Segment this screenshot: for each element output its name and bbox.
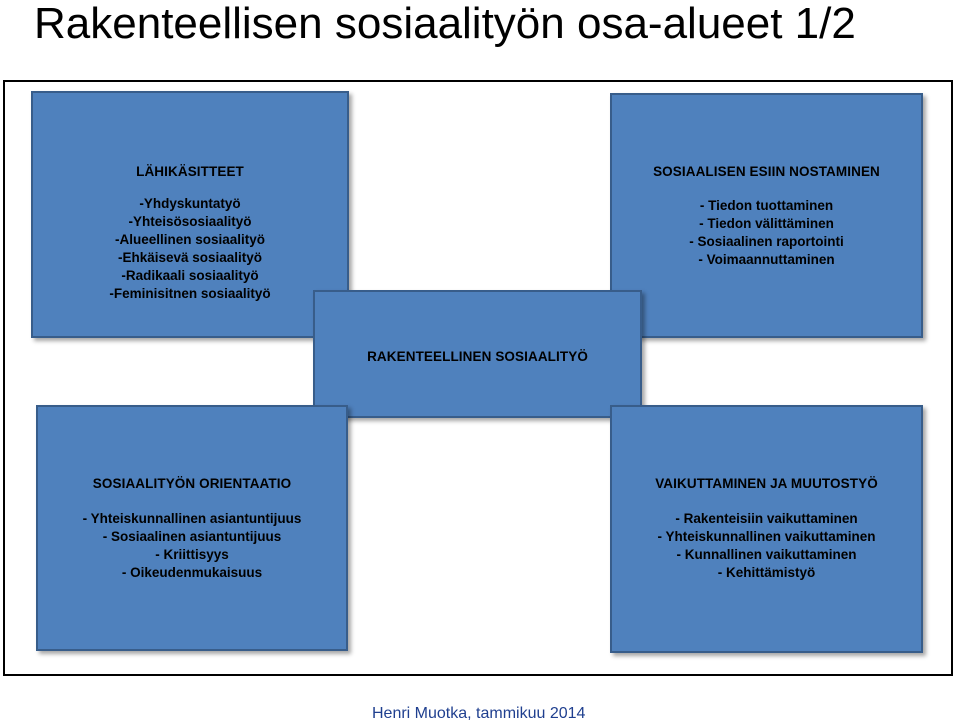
list-item: -Yhteisösosiaalityö bbox=[128, 214, 252, 229]
box-item-list bbox=[38, 510, 346, 582]
list-item: - Sosiaalinen asiantuntijuus bbox=[102, 529, 282, 544]
list-item: -Ehkäisevä sosiaalityö bbox=[117, 250, 263, 265]
slide-title: Rakenteellisen sosiaalityön osa-alueet 1/2 bbox=[34, 0, 856, 48]
list-item: - Oikeudenmukaisuus bbox=[121, 565, 263, 580]
list-item: - Yhteiskunnallinen vaikuttaminen bbox=[657, 529, 876, 544]
list-item: -Yhdyskuntatyö bbox=[139, 196, 241, 211]
list-item: - Tiedon välittäminen bbox=[699, 216, 834, 231]
footer-credit: Henri Muotka, tammikuu 2014 bbox=[372, 705, 586, 722]
box-item-list bbox=[612, 510, 921, 582]
box-item-list bbox=[33, 195, 347, 303]
box-rakenteellinen-sosiaalityo bbox=[313, 290, 642, 418]
box-heading: VAIKUTTAMINEN JA MUUTOSTYÖ bbox=[655, 476, 878, 491]
list-item: - Yhteiskunnallinen asiantuntijuus bbox=[82, 511, 302, 526]
box-vaikuttaminen-ja-muutostyo bbox=[610, 405, 923, 653]
list-item: - Kunnallinen vaikuttaminen bbox=[676, 547, 857, 562]
list-item: - Rakenteisiin vaikuttaminen bbox=[675, 511, 858, 526]
box-item-list bbox=[612, 197, 921, 269]
box-heading: SOSIAALISEN ESIIN NOSTAMINEN bbox=[653, 164, 880, 179]
list-item: - Sosiaalinen raportointi bbox=[689, 234, 844, 249]
box-heading: LÄHIKÄSITTEET bbox=[136, 164, 244, 179]
list-item: - Voimaannuttaminen bbox=[698, 252, 835, 267]
box-lahikasitteet bbox=[31, 91, 349, 338]
box-sosiaalityon-orientaatio bbox=[36, 405, 348, 651]
list-item: -Radikaali sosiaalityö bbox=[121, 268, 259, 283]
list-item: -Alueellinen sosiaalityö bbox=[114, 232, 266, 247]
list-item: - Kriittisyys bbox=[155, 547, 229, 562]
list-item: - Tiedon tuottaminen bbox=[699, 198, 834, 213]
box-heading: RAKENTEELLINEN SOSIAALITYÖ bbox=[367, 349, 588, 364]
list-item: - Kehittämistyö bbox=[717, 565, 816, 580]
list-item: -Feminisitnen sosiaalityö bbox=[109, 286, 271, 301]
box-heading: SOSIAALITYÖN ORIENTAATIO bbox=[92, 476, 292, 491]
box-sosiaalisen-esiin-nostaminen bbox=[610, 93, 923, 338]
